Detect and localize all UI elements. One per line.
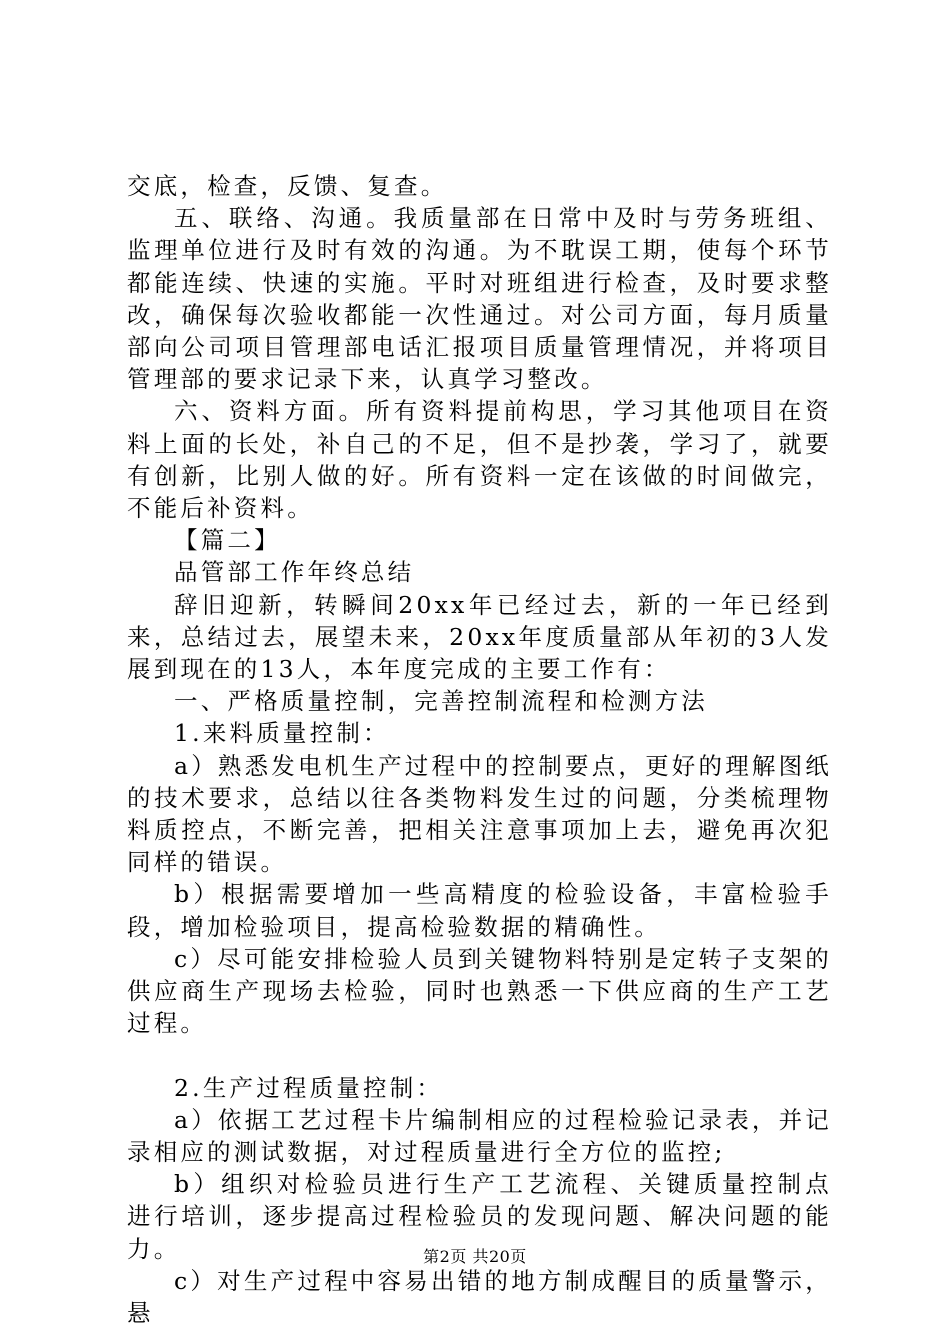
document-body xyxy=(127,170,832,1329)
chapter-marker: 【篇二】 xyxy=(174,526,281,555)
list-item-a: a）熟悉发电机生产过程中的控制要点，更好的理解图纸的技术要求，总结以往各类物料发生过的问题，分类梳理物料质控点，不断完善，把相关注意事项加上去，避免再次犯同样的错误。 xyxy=(127,751,833,877)
paragraph-intro: 辞旧迎新，转瞬间20xx年已经过去，新的一年已经到来，总结过去，展望未来，20xx年度质量部从年初的3人发展到现在的13人，本年度完成的主要工作有： xyxy=(127,590,832,684)
subheading-incoming-quality: 1.来料质量控制： xyxy=(174,719,390,748)
paragraph-section-five: 五、联络、沟通。我质量部在日常中及时与劳务班组、监理单位进行及时有效的沟通。为不耽误工期，使每个环节都能连续、快速的实施。平时对班组进行检查，及时要求整改，确保每次验收都能一次性通过。对公司方面，每月质量部向公司项目管理部电话汇报项目质量管理情况，并将项目管理部的要求记录下来，认真学习整改。 xyxy=(127,204,832,394)
list-item-c: c）对生产过程中容易出错的地方制成醒目的质量警示，悬 xyxy=(127,1266,832,1328)
paragraph-section-six: 六、资料方面。所有资料提前构思，学习其他项目在资料上面的长处，补自己的不足，但不是抄袭，学习了，就要有创新，比别人做的好。所有资料一定在该做的时间做完，不能后补资料。 xyxy=(127,397,832,523)
paragraph-continuation: 交底，检查，反馈、复查。 xyxy=(127,172,448,200)
list-item-c: c）尽可能安排检验人员到关键物料特别是定转子支架的供应商生产现场去检验，同时也熟悉一下供应商的生产工艺过程。 xyxy=(127,944,832,1038)
list-item-b: b）组织对检验员进行生产工艺流程、关键质量控制点进行培训，逐步提高过程检验员的发现问题、解决问题的能力。 xyxy=(127,1170,832,1263)
section-heading-one: 一、严格质量控制，完善控制流程和检测方法 xyxy=(174,687,708,716)
list-item-b: b）根据需要增加一些高精度的检验设备，丰富检验手段，增加检验项目，提高检验数据的精确性。 xyxy=(127,880,832,941)
subheading-process-quality: 2.生产过程质量控制： xyxy=(174,1073,444,1102)
chapter-title: 品管部工作年终总结 xyxy=(174,558,415,587)
list-item-a: a）依据工艺过程卡片编制相应的过程检验记录表，并记录相应的测试数据，对过程质量进行全方位的监控; xyxy=(127,1105,833,1167)
paragraph-spacer xyxy=(127,1039,832,1071)
page-number-footer: 第2页 共20页 xyxy=(423,1247,527,1266)
